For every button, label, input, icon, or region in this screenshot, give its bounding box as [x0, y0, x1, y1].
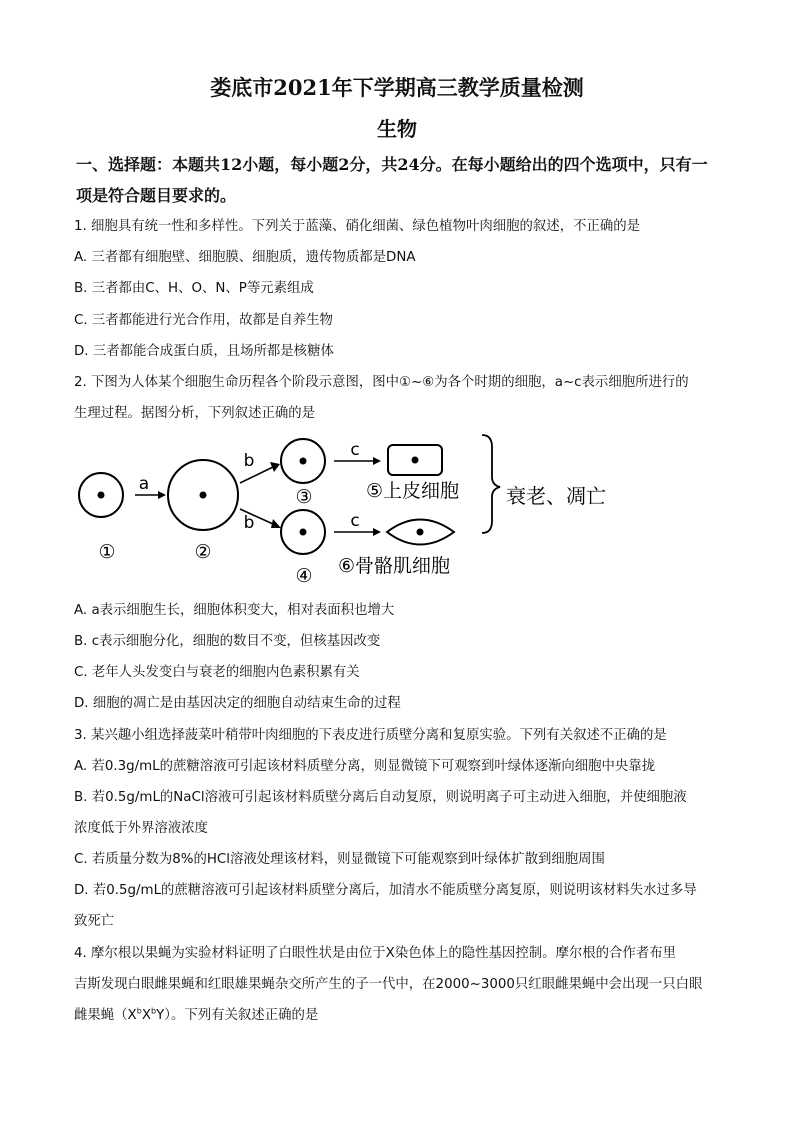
cell-1-nucleus: [98, 492, 105, 499]
q3-option-d-line1: D. 若0.5g/mL的蔗糖溶液可引起该材料质壁分离后，加清水不能质壁分离复原，则说明该材料失水过多导: [74, 883, 697, 898]
q1-option-d: D. 三者都能合成蛋白质，且场所都是核糖体: [74, 344, 334, 359]
q2-stem-line2: 生理过程。据图分析，下列叙述正确的是: [74, 406, 316, 421]
cell-4-nucleus: [300, 529, 307, 536]
q3-option-a: A. 若0.3g/mL的蔗糖溶液可引起该材料质壁分离，则显微镜下可观察到叶绿体逐渐向细胞中央靠拢: [74, 759, 656, 774]
arrow-c-down-label: c: [350, 511, 360, 531]
cell-4-label: ④: [295, 565, 313, 587]
cell-lifecycle-figure: [60, 425, 660, 595]
q2-option-a: A. a表示细胞生长，细胞体积变大，相对表面积也增大: [74, 603, 395, 618]
q3-option-b-line1: B. 若0.5g/mL的NaCl溶液可引起该材料质壁分离后自动复原，则说明离子可主动进入细胞，并使细胞液: [74, 790, 687, 805]
q4-line3-post: Y）。下列有关叙述正确的是: [156, 1008, 319, 1023]
section-heading-line2: 项是符合题目要求的。: [76, 186, 237, 205]
q4-line3-mid: X: [141, 1008, 152, 1023]
arrow-c-down-head: [373, 528, 381, 536]
subject-title: 生物: [377, 117, 417, 141]
cell-1-label: ①: [98, 541, 116, 563]
q4-stem-line1: 4. 摩尔根以果蝇为实验材料证明了白眼性状是由位于X染色体上的隐性基因控制。摩尔根的合作者布里: [74, 946, 676, 961]
q3-option-d-line2: 致死亡: [74, 914, 115, 929]
q4-stem-line3: [74, 1004, 318, 1023]
arrow-b-down-label: b: [243, 513, 255, 533]
cell-2-nucleus: [200, 492, 207, 499]
q1-option-b: B. 三者都由C、H、O、N、P等元素组成: [74, 281, 314, 296]
q4-sup2: b: [151, 1006, 157, 1016]
cell-3-nucleus: [300, 458, 307, 465]
bracket-label: 衰老、凋亡: [506, 484, 606, 508]
q3-stem: 3. 某兴趣小组选择菠菜叶稍带叶肉细胞的下表皮进行质壁分离和复原实验。下列有关叙述不正确的是: [74, 728, 667, 743]
cell-5-nucleus: [412, 457, 419, 464]
q1-option-c: C. 三者都能进行光合作用，故都是自养生物: [74, 313, 333, 328]
q1-option-a: A. 三者都有细胞壁、细胞膜、细胞质，遗传物质都是DNA: [74, 250, 416, 265]
arrow-a-head: [158, 491, 166, 499]
q2-option-b: B. c表示细胞分化，细胞的数目不变，但核基因改变: [74, 634, 381, 649]
arrow-b-down-head: [271, 519, 281, 528]
q2-stem-line1: 2. 下图为人体某个细胞生命历程各个阶段示意图，图中①~⑥为各个时期的细胞，a~c表示细胞所进行的: [74, 375, 689, 390]
q2-option-d: D. 细胞的凋亡是由基因决定的细胞自动结束生命的过程: [74, 696, 401, 711]
q4-sup1: b: [136, 1006, 142, 1016]
arrow-c-up-head: [373, 457, 381, 465]
q2-option-c: C. 老年人头发变白与衰老的细胞内色素积累有关: [74, 665, 360, 680]
arrow-c-up-label: c: [350, 440, 360, 460]
cell-3-label: ③: [295, 486, 313, 508]
cell-6-nucleus: [417, 529, 424, 536]
page-title: 娄底市2021年下学期高三教学质量检测: [210, 75, 584, 100]
section-heading-line1: 一、选择题：本题共12小题，每小题2分，共24分。在每小题给出的四个选项中，只有一: [76, 155, 708, 174]
arrow-a-label: a: [138, 474, 150, 494]
q4-line3-pre: 雌果蝇（X: [74, 1008, 137, 1023]
brace-bracket: [482, 435, 500, 533]
q1-stem: 1. 细胞具有统一性和多样性。下列关于蓝藻、硝化细菌、绿色植物叶肉细胞的叙述，不正确的是: [74, 219, 641, 234]
q3-option-c: C. 若质量分数为8%的HCl溶液处理该材料，则显微镜下可能观察到叶绿体扩散到细胞周围: [74, 852, 605, 867]
cell-5-label: ⑤上皮细胞: [366, 480, 460, 502]
q4-stem-line2: 吉斯发现白眼雌果蝇和红眼雄果蝇杂交所产生的子一代中，在2000~3000只红眼雌果蝇中会出现一只白眼: [74, 977, 703, 992]
cell-2-label: ②: [194, 541, 212, 563]
arrow-b-up-label: b: [243, 451, 255, 471]
q3-option-b-line2: 浓度低于外界溶液浓度: [74, 821, 208, 836]
cell-6-label: ⑥骨骼肌细胞: [338, 555, 451, 577]
